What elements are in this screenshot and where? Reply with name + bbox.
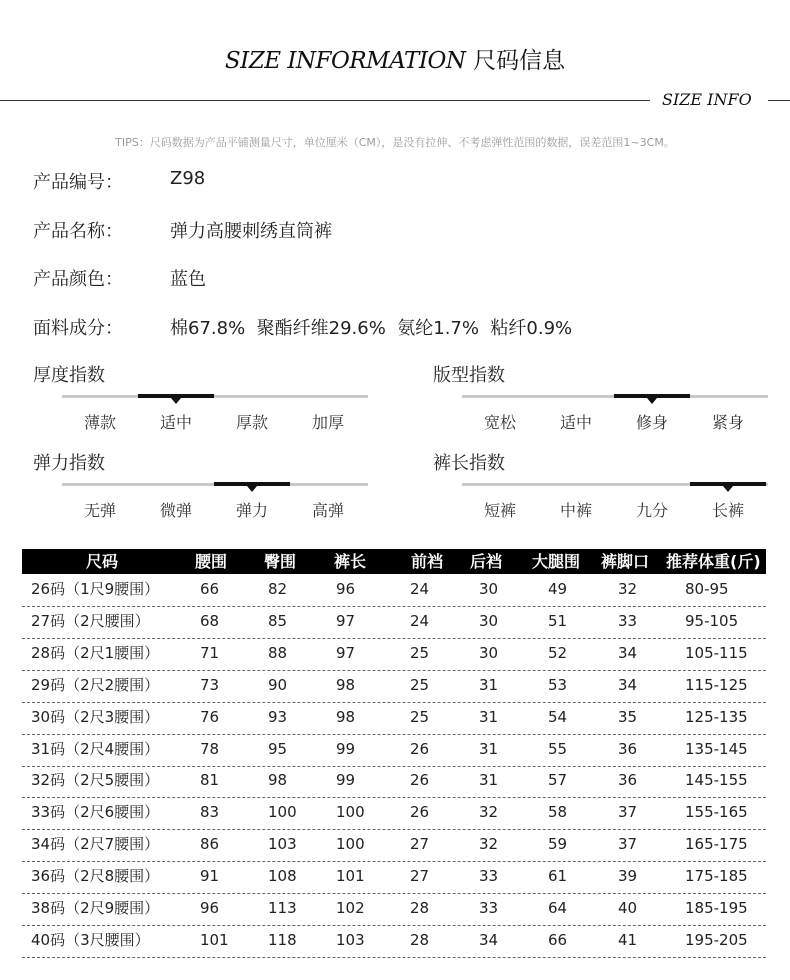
cell-thigh: 59 (548, 835, 568, 854)
table-row (22, 702, 766, 735)
cell-weight: 195-205 (685, 930, 748, 949)
table-row (22, 638, 766, 671)
fit-scale-option: 紧身 (711, 413, 744, 432)
cell-front-rise: 24 (410, 611, 430, 630)
size-table-header (22, 549, 766, 574)
fabric-composition-label: 面料成分： (33, 318, 123, 339)
cell-size: 28码（2尺1腰围） (31, 643, 160, 662)
cell-length: 97 (336, 643, 356, 662)
cell-back-rise: 34 (479, 930, 499, 949)
cell-thigh: 64 (548, 899, 568, 917)
cell-leg-opening: 34 (618, 675, 638, 694)
cell-waist: 91 (200, 867, 220, 886)
table-row (22, 925, 766, 958)
cell-hip: 82 (268, 580, 288, 598)
column-header-waist: 腰围 (195, 552, 228, 571)
cell-back-rise: 30 (479, 580, 499, 598)
cell-waist: 66 (200, 580, 220, 598)
cell-hip: 88 (268, 643, 288, 662)
cell-thigh: 57 (548, 771, 568, 790)
thickness-scale-title: 厚度指数 (33, 365, 105, 386)
cell-weight: 185-195 (685, 899, 748, 917)
length-scale-option: 短裤 (483, 501, 516, 520)
length-scale-marker-icon (723, 486, 733, 492)
cell-back-rise: 32 (479, 803, 499, 822)
title-english: SIZE INFORMATION (224, 48, 466, 74)
cell-weight: 135-145 (685, 739, 748, 758)
elasticity-scale-track (62, 483, 368, 486)
cell-front-rise: 28 (410, 930, 430, 949)
product-code-label: 产品编号： (33, 172, 123, 193)
cell-hip: 103 (268, 835, 297, 854)
fit-scale-track (462, 395, 768, 398)
cell-size: 34码（2尺7腰围） (31, 835, 160, 854)
cell-hip: 90 (268, 675, 288, 694)
cell-thigh: 55 (548, 739, 568, 758)
cell-hip: 85 (268, 611, 288, 630)
column-header-thigh: 大腿围 (532, 552, 581, 571)
cell-front-rise: 28 (410, 899, 430, 917)
cell-back-rise: 30 (479, 643, 499, 662)
cell-thigh: 58 (548, 803, 568, 822)
cell-size: 38码（2尺9腰围） (31, 899, 160, 917)
length-scale-track (462, 483, 768, 486)
cell-length: 97 (336, 611, 356, 630)
cell-size: 32码（2尺5腰围） (31, 771, 160, 790)
cell-hip: 113 (268, 899, 297, 917)
cell-front-rise: 25 (410, 675, 430, 694)
table-row (22, 670, 766, 703)
table-row (22, 797, 766, 830)
cell-front-rise: 26 (410, 739, 430, 758)
cell-hip: 93 (268, 707, 288, 726)
cell-front-rise: 24 (410, 580, 430, 598)
cell-leg-opening: 36 (618, 739, 638, 758)
column-header-length: 裤长 (334, 552, 367, 571)
elasticity-scale-option: 高弹 (311, 501, 344, 520)
cell-length: 100 (336, 803, 365, 822)
tips-note: TIPS：尺码数据为产品平铺测量尺寸，单位厘米（CM），是没有拉伸、不考虑弹性范围的数据，误差范围1~3CM。 (115, 136, 675, 149)
cell-weight: 175-185 (685, 867, 748, 886)
cell-front-rise: 25 (410, 707, 430, 726)
table-row (22, 574, 766, 607)
table-row (22, 734, 766, 767)
cell-thigh: 66 (548, 930, 568, 949)
cell-waist: 71 (200, 643, 220, 662)
cell-size: 31码（2尺4腰围） (31, 739, 160, 758)
cell-leg-opening: 39 (618, 867, 638, 886)
cell-thigh: 49 (548, 580, 568, 598)
table-row (22, 893, 766, 926)
cell-length: 98 (336, 707, 356, 726)
cell-size: 26码（1尺9腰围） (31, 580, 160, 598)
length-scale-option: 九分 (635, 501, 668, 520)
cell-front-rise: 25 (410, 643, 430, 662)
product-code-value: Z98 (170, 168, 206, 189)
subtitle: SIZE INFO (662, 90, 752, 109)
cell-size: 27码（2尺腰围） (31, 611, 150, 630)
cell-back-rise: 32 (479, 835, 499, 854)
column-header-front-rise: 前裆 (411, 552, 444, 571)
fit-scale-marker-icon (647, 398, 657, 404)
table-row (22, 606, 766, 639)
header-divider-left (0, 100, 650, 101)
cell-leg-opening: 36 (618, 771, 638, 790)
cell-weight: 80-95 (685, 580, 729, 598)
thickness-scale-option: 适中 (159, 413, 192, 432)
cell-length: 102 (336, 899, 365, 917)
cell-size: 29码（2尺2腰围） (31, 675, 160, 694)
cell-waist: 68 (200, 611, 220, 630)
cell-weight: 165-175 (685, 835, 748, 854)
length-scale-option: 中裤 (559, 501, 592, 520)
table-row (22, 861, 766, 894)
cell-thigh: 61 (548, 867, 568, 886)
cell-leg-opening: 37 (618, 803, 638, 822)
cell-back-rise: 33 (479, 899, 499, 917)
cell-waist: 101 (200, 930, 229, 949)
column-header-weight: 推荐体重(斤) (666, 552, 761, 571)
fit-scale-option: 适中 (559, 413, 592, 432)
elasticity-scale-option: 微弹 (159, 501, 192, 520)
cell-length: 100 (336, 835, 365, 854)
cell-thigh: 51 (548, 611, 568, 630)
product-name-label: 产品名称： (33, 221, 123, 242)
cell-leg-opening: 40 (618, 899, 638, 917)
cell-waist: 86 (200, 835, 220, 854)
page-title (0, 42, 790, 78)
cell-waist: 73 (200, 675, 220, 694)
cell-length: 98 (336, 675, 356, 694)
column-header-size: 尺码 (86, 552, 119, 571)
cell-weight: 105-115 (685, 643, 748, 662)
cell-weight: 155-165 (685, 803, 748, 822)
elasticity-scale-title: 弹力指数 (33, 453, 105, 474)
cell-hip: 108 (268, 867, 297, 886)
cell-hip: 98 (268, 771, 288, 790)
thickness-scale-option: 加厚 (311, 413, 344, 432)
table-row (22, 765, 766, 798)
cell-back-rise: 30 (479, 611, 499, 630)
cell-leg-opening: 34 (618, 643, 638, 662)
length-scale-option: 长裤 (711, 501, 744, 520)
product-color-value: 蓝色 (170, 269, 206, 290)
cell-thigh: 53 (548, 675, 568, 694)
cell-length: 96 (336, 580, 356, 598)
cell-waist: 78 (200, 739, 220, 758)
table-row (22, 829, 766, 862)
cell-size: 36码（2尺8腰围） (31, 867, 160, 886)
column-header-leg-opening: 裤脚口 (601, 552, 650, 571)
cell-length: 103 (336, 930, 365, 949)
cell-hip: 118 (268, 930, 297, 949)
fit-scale-title: 版型指数 (433, 365, 505, 386)
cell-front-rise: 26 (410, 803, 430, 822)
fit-scale-option: 修身 (635, 413, 668, 432)
cell-hip: 100 (268, 803, 297, 822)
fit-scale-option: 宽松 (483, 413, 516, 432)
thickness-scale-marker-icon (171, 398, 181, 404)
product-color-label: 产品颜色： (33, 269, 123, 290)
cell-leg-opening: 33 (618, 611, 638, 630)
cell-front-rise: 26 (410, 771, 430, 790)
column-header-back-rise: 后裆 (470, 552, 503, 571)
cell-weight: 125-135 (685, 707, 748, 726)
cell-waist: 81 (200, 771, 220, 790)
cell-leg-opening: 41 (618, 930, 638, 949)
cell-front-rise: 27 (410, 835, 430, 854)
cell-size: 33码（2尺6腰围） (31, 803, 160, 822)
cell-length: 101 (336, 867, 365, 886)
title-chinese: 尺码信息 (473, 48, 566, 74)
cell-back-rise: 31 (479, 739, 499, 758)
cell-weight: 145-155 (685, 771, 748, 790)
header-divider-right (768, 100, 790, 101)
elasticity-scale-marker-icon (247, 486, 257, 492)
cell-thigh: 52 (548, 643, 568, 662)
length-scale-title: 裤长指数 (433, 453, 505, 474)
cell-waist: 83 (200, 803, 220, 822)
cell-length: 99 (336, 771, 356, 790)
product-name-value: 弹力高腰刺绣直筒裤 (170, 221, 332, 242)
cell-hip: 95 (268, 739, 288, 758)
cell-front-rise: 27 (410, 867, 430, 886)
cell-back-rise: 33 (479, 867, 499, 886)
thickness-scale-option: 厚款 (235, 413, 268, 432)
cell-size: 40码（3尺腰围） (31, 930, 150, 949)
cell-leg-opening: 37 (618, 835, 638, 854)
thickness-scale-option: 薄款 (83, 413, 116, 432)
cell-weight: 95-105 (685, 611, 739, 630)
thickness-scale-track (62, 395, 368, 398)
cell-length: 99 (336, 739, 356, 758)
elasticity-scale-option: 弹力 (235, 501, 268, 520)
elasticity-scale-option: 无弹 (83, 501, 116, 520)
cell-back-rise: 31 (479, 771, 499, 790)
cell-leg-opening: 32 (618, 580, 638, 598)
column-header-hip: 臀围 (264, 552, 297, 571)
cell-leg-opening: 35 (618, 707, 638, 726)
cell-size: 30码（2尺3腰围） (31, 707, 160, 726)
cell-weight: 115-125 (685, 675, 748, 694)
cell-thigh: 54 (548, 707, 568, 726)
cell-back-rise: 31 (479, 707, 499, 726)
cell-back-rise: 31 (479, 675, 499, 694)
cell-waist: 96 (200, 899, 220, 917)
cell-waist: 76 (200, 707, 220, 726)
fabric-composition-value: 棉67.8% 聚酯纤维29.6% 氨纶1.7% 粘纤0.9% (170, 318, 573, 339)
